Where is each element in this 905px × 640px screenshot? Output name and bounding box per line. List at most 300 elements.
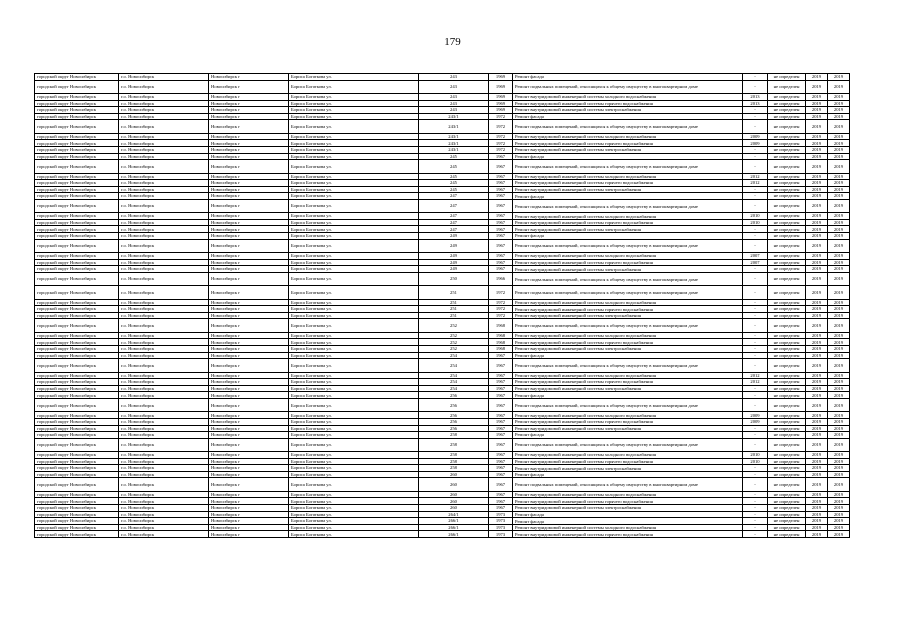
settlement-cell: г.о. Новосибирск — [119, 491, 209, 498]
plan-end-cell: 2019 — [828, 345, 850, 352]
house-number-cell: 252 — [419, 332, 489, 339]
build-year-cell: 1968 — [489, 332, 513, 339]
work-type-cell: Ремонт внутридомовой инженерной системы холодного водоснабжения — [513, 524, 743, 531]
street-cell: Бориса Богаткова ул. — [289, 219, 419, 226]
municipality-cell: городской округ Новосибирск — [35, 491, 119, 498]
table-row — [35, 93, 850, 100]
build-year-cell: 1967 — [489, 233, 513, 240]
settlement-cell: г.о. Новосибирск — [119, 226, 209, 233]
street-cell: Бориса Богаткова ул. — [289, 524, 419, 531]
city-cell: Новосибирск г — [209, 193, 289, 200]
municipality-cell: городской округ Новосибирск — [35, 412, 119, 419]
street-cell: Бориса Богаткова ул. — [289, 233, 419, 240]
municipality-cell: городской округ Новосибирск — [35, 266, 119, 273]
municipality-cell: городской округ Новосибирск — [35, 153, 119, 160]
house-number-cell: 258 — [419, 452, 489, 459]
city-cell: Новосибирск г — [209, 392, 289, 399]
municipality-cell: городской округ Новосибирск — [35, 471, 119, 478]
city-cell: Новосибирск г — [209, 113, 289, 120]
city-cell: Новосибирск г — [209, 133, 289, 140]
table-row — [35, 332, 850, 339]
table-row — [35, 518, 850, 525]
table-row — [35, 425, 850, 432]
plan-start-cell: 2019 — [806, 160, 828, 173]
house-number-cell: 243 — [419, 107, 489, 114]
house-number-cell: 260 — [419, 505, 489, 512]
last-repair-year-cell: 2009 — [743, 418, 768, 425]
plan-end-cell: 2019 — [828, 312, 850, 319]
cost-cell: не определен — [768, 299, 806, 306]
settlement-cell: г.о. Новосибирск — [119, 266, 209, 273]
build-year-cell: 1967 — [489, 173, 513, 180]
work-type-cell: Ремонт внутридомовой инженерной системы холодного водоснабжения — [513, 299, 743, 306]
city-cell: Новосибирск г — [209, 140, 289, 147]
work-type-cell: Ремонт внутридомовой инженерной системы горячего водоснабжения — [513, 531, 743, 538]
city-cell: Новосибирск г — [209, 74, 289, 81]
plan-end-cell: 2019 — [828, 113, 850, 120]
work-type-cell: Ремонт фасада — [513, 193, 743, 200]
table-row — [35, 146, 850, 153]
house-number-cell: 247 — [419, 193, 489, 200]
work-type-cell: Ремонт подвальных помещений, относящихся к общему имуществу в многоквартирном доме — [513, 438, 743, 451]
house-number-cell: 245 — [419, 160, 489, 173]
city-cell: Новосибирск г — [209, 160, 289, 173]
cost-cell: не определен — [768, 233, 806, 240]
house-number-cell: 249 — [419, 259, 489, 266]
plan-start-cell: 2019 — [806, 518, 828, 525]
plan-start-cell: 2019 — [806, 100, 828, 107]
settlement-cell: г.о. Новосибирск — [119, 213, 209, 220]
work-type-cell: Ремонт внутридомовой инженерной системы электроснабжения — [513, 385, 743, 392]
cost-cell: не определен — [768, 186, 806, 193]
table-row — [35, 312, 850, 319]
street-cell: Бориса Богаткова ул. — [289, 531, 419, 538]
house-number-cell: 260 — [419, 498, 489, 505]
last-repair-year-cell: 2010 — [743, 213, 768, 220]
cost-cell: не определен — [768, 160, 806, 173]
plan-end-cell: 2019 — [828, 100, 850, 107]
house-number-cell: 252 — [419, 345, 489, 352]
street-cell: Бориса Богаткова ул. — [289, 478, 419, 491]
municipality-cell: городской округ Новосибирск — [35, 505, 119, 512]
cost-cell: не определен — [768, 226, 806, 233]
plan-end-cell: 2019 — [828, 253, 850, 260]
house-number-cell: 254 — [419, 379, 489, 386]
last-repair-year-cell: 2010 — [743, 452, 768, 459]
house-number-cell: 251 — [419, 312, 489, 319]
plan-start-cell: 2019 — [806, 74, 828, 81]
table-row — [35, 100, 850, 107]
plan-end-cell: 2019 — [828, 491, 850, 498]
house-number-cell: 243/1 — [419, 146, 489, 153]
street-cell: Бориса Богаткова ул. — [289, 93, 419, 100]
work-type-cell: Ремонт внутридомовой инженерной системы горячего водоснабжения — [513, 498, 743, 505]
last-repair-year-cell: - — [743, 80, 768, 93]
municipality-cell: городской округ Новосибирск — [35, 312, 119, 319]
plan-end-cell: 2019 — [828, 332, 850, 339]
street-cell: Бориса Богаткова ул. — [289, 306, 419, 313]
plan-end-cell: 2019 — [828, 379, 850, 386]
plan-start-cell: 2019 — [806, 253, 828, 260]
municipality-cell: городской округ Новосибирск — [35, 372, 119, 379]
settlement-cell: г.о. Новосибирск — [119, 418, 209, 425]
street-cell: Бориса Богаткова ул. — [289, 412, 419, 419]
table-row — [35, 113, 850, 120]
last-repair-year-cell: - — [743, 478, 768, 491]
plan-end-cell: 2019 — [828, 160, 850, 173]
house-number-cell: 243 — [419, 93, 489, 100]
settlement-cell: г.о. Новосибирск — [119, 471, 209, 478]
settlement-cell: г.о. Новосибирск — [119, 199, 209, 212]
plan-end-cell: 2019 — [828, 226, 850, 233]
street-cell: Бориса Богаткова ул. — [289, 193, 419, 200]
city-cell: Новосибирск г — [209, 438, 289, 451]
settlement-cell: г.о. Новосибирск — [119, 253, 209, 260]
plan-start-cell: 2019 — [806, 392, 828, 399]
work-type-cell: Ремонт подвальных помещений, относящихся к общему имуществу в многоквартирном доме — [513, 160, 743, 173]
plan-start-cell: 2019 — [806, 372, 828, 379]
plan-end-cell: 2019 — [828, 153, 850, 160]
house-number-cell: 256 — [419, 425, 489, 432]
house-number-cell: 254 — [419, 352, 489, 359]
plan-end-cell: 2019 — [828, 418, 850, 425]
plan-start-cell: 2019 — [806, 233, 828, 240]
settlement-cell: г.о. Новосибирск — [119, 392, 209, 399]
city-cell: Новосибирск г — [209, 93, 289, 100]
table-row — [35, 379, 850, 386]
last-repair-year-cell: 2013 — [743, 100, 768, 107]
street-cell: Бориса Богаткова ул. — [289, 239, 419, 252]
municipality-cell: городской округ Новосибирск — [35, 286, 119, 299]
city-cell: Новосибирск г — [209, 286, 289, 299]
table-row — [35, 266, 850, 273]
settlement-cell: г.о. Новосибирск — [119, 465, 209, 472]
work-type-cell: Ремонт внутридомовой инженерной системы электроснабжения — [513, 465, 743, 472]
plan-start-cell: 2019 — [806, 458, 828, 465]
plan-end-cell: 2019 — [828, 199, 850, 212]
table-row — [35, 239, 850, 252]
city-cell: Новосибирск г — [209, 471, 289, 478]
house-number-cell: 258 — [419, 438, 489, 451]
last-repair-year-cell: - — [743, 432, 768, 439]
table-row — [35, 140, 850, 147]
cost-cell: не определен — [768, 140, 806, 147]
cost-cell: не определен — [768, 425, 806, 432]
plan-start-cell: 2019 — [806, 471, 828, 478]
house-number-cell: 258 — [419, 458, 489, 465]
house-number-cell: 243 — [419, 80, 489, 93]
plan-end-cell: 2019 — [828, 299, 850, 306]
house-number-cell: 247 — [419, 213, 489, 220]
settlement-cell: г.о. Новосибирск — [119, 524, 209, 531]
plan-end-cell: 2019 — [828, 505, 850, 512]
plan-end-cell: 2019 — [828, 432, 850, 439]
house-number-cell: 254 — [419, 385, 489, 392]
work-type-cell: Ремонт внутридомовой инженерной системы горячего водоснабжения — [513, 379, 743, 386]
street-cell: Бориса Богаткова ул. — [289, 379, 419, 386]
table-row — [35, 412, 850, 419]
municipality-cell: городской округ Новосибирск — [35, 133, 119, 140]
city-cell: Новосибирск г — [209, 465, 289, 472]
plan-end-cell: 2019 — [828, 498, 850, 505]
build-year-cell: 1967 — [489, 398, 513, 411]
plan-end-cell: 2019 — [828, 193, 850, 200]
city-cell: Новосибирск г — [209, 107, 289, 114]
work-type-cell: Ремонт внутридомовой инженерной системы холодного водоснабжения — [513, 452, 743, 459]
street-cell: Бориса Богаткова ул. — [289, 213, 419, 220]
table-row — [35, 74, 850, 81]
city-cell: Новосибирск г — [209, 299, 289, 306]
city-cell: Новосибирск г — [209, 100, 289, 107]
city-cell: Новосибирск г — [209, 226, 289, 233]
plan-end-cell: 2019 — [828, 385, 850, 392]
build-year-cell: 1967 — [489, 385, 513, 392]
city-cell: Новосибирск г — [209, 306, 289, 313]
plan-end-cell: 2019 — [828, 107, 850, 114]
municipality-cell: городской округ Новосибирск — [35, 93, 119, 100]
house-number-cell: 256 — [419, 418, 489, 425]
plan-end-cell: 2019 — [828, 186, 850, 193]
settlement-cell: г.о. Новосибирск — [119, 505, 209, 512]
work-type-cell: Ремонт внутридомовой инженерной системы горячего водоснабжения — [513, 458, 743, 465]
settlement-cell: г.о. Новосибирск — [119, 113, 209, 120]
municipality-cell: городской округ Новосибирск — [35, 345, 119, 352]
work-type-cell: Ремонт внутридомовой инженерной системы горячего водоснабжения — [513, 259, 743, 266]
cost-cell: не определен — [768, 385, 806, 392]
cost-cell: не определен — [768, 478, 806, 491]
plan-start-cell: 2019 — [806, 219, 828, 226]
last-repair-year-cell: - — [743, 226, 768, 233]
build-year-cell: 1972 — [489, 120, 513, 133]
cost-cell: не определен — [768, 524, 806, 531]
last-repair-year-cell: 2012 — [743, 379, 768, 386]
cost-cell: не определен — [768, 266, 806, 273]
street-cell: Бориса Богаткова ул. — [289, 511, 419, 518]
last-repair-year-cell: 2009 — [743, 412, 768, 419]
street-cell: Бориса Богаткова ул. — [289, 452, 419, 459]
table-row — [35, 359, 850, 372]
municipality-cell: городской округ Новосибирск — [35, 352, 119, 359]
plan-start-cell: 2019 — [806, 133, 828, 140]
settlement-cell: г.о. Новосибирск — [119, 319, 209, 332]
cost-cell: не определен — [768, 392, 806, 399]
city-cell: Новосибирск г — [209, 180, 289, 187]
last-repair-year-cell: - — [743, 146, 768, 153]
municipality-cell: городской округ Новосибирск — [35, 531, 119, 538]
cost-cell: не определен — [768, 339, 806, 346]
build-year-cell: 1967 — [489, 226, 513, 233]
municipality-cell: городской округ Новосибирск — [35, 233, 119, 240]
build-year-cell: 1967 — [489, 465, 513, 472]
municipality-cell: городской округ Новосибирск — [35, 385, 119, 392]
settlement-cell: г.о. Новосибирск — [119, 93, 209, 100]
street-cell: Бориса Богаткова ул. — [289, 186, 419, 193]
municipality-cell: городской округ Новосибирск — [35, 239, 119, 252]
table-row — [35, 233, 850, 240]
table-row — [35, 478, 850, 491]
plan-end-cell: 2019 — [828, 438, 850, 451]
house-number-cell: 245 — [419, 180, 489, 187]
table-row — [35, 372, 850, 379]
street-cell: Бориса Богаткова ул. — [289, 74, 419, 81]
municipality-cell: городской округ Новосибирск — [35, 160, 119, 173]
table-row — [35, 524, 850, 531]
work-type-cell: Ремонт внутридомовой инженерной системы холодного водоснабжения — [513, 133, 743, 140]
municipality-cell: городской округ Новосибирск — [35, 80, 119, 93]
settlement-cell: г.о. Новосибирск — [119, 379, 209, 386]
settlement-cell: г.о. Новосибирск — [119, 180, 209, 187]
street-cell: Бориса Богаткова ул. — [289, 113, 419, 120]
plan-end-cell: 2019 — [828, 180, 850, 187]
last-repair-year-cell: - — [743, 160, 768, 173]
house-number-cell: 247 — [419, 199, 489, 212]
house-number-cell: 247 — [419, 219, 489, 226]
street-cell: Бориса Богаткова ул. — [289, 505, 419, 512]
settlement-cell: г.о. Новосибирск — [119, 173, 209, 180]
street-cell: Бориса Богаткова ул. — [289, 372, 419, 379]
plan-start-cell: 2019 — [806, 266, 828, 273]
last-repair-year-cell: 2009 — [743, 140, 768, 147]
work-type-cell: Ремонт внутридомовой инженерной системы электроснабжения — [513, 107, 743, 114]
table-row — [35, 339, 850, 346]
build-year-cell: 1967 — [489, 478, 513, 491]
cost-cell: не определен — [768, 491, 806, 498]
cost-cell: не определен — [768, 465, 806, 472]
plan-end-cell: 2019 — [828, 518, 850, 525]
work-type-cell: Ремонт фасада — [513, 511, 743, 518]
city-cell: Новосибирск г — [209, 524, 289, 531]
build-year-cell: 1967 — [489, 199, 513, 212]
settlement-cell: г.о. Новосибирск — [119, 339, 209, 346]
plan-end-cell: 2019 — [828, 531, 850, 538]
last-repair-year-cell: 2007 — [743, 259, 768, 266]
last-repair-year-cell: - — [743, 398, 768, 411]
build-year-cell: 1967 — [489, 219, 513, 226]
cost-cell: не определен — [768, 74, 806, 81]
settlement-cell: г.о. Новосибирск — [119, 412, 209, 419]
cost-cell: не определен — [768, 146, 806, 153]
work-type-cell: Ремонт внутридомовой инженерной системы холодного водоснабжения — [513, 372, 743, 379]
cost-cell: не определен — [768, 319, 806, 332]
work-type-cell: Ремонт внутридомовой инженерной системы электроснабжения — [513, 505, 743, 512]
municipality-cell: городской округ Новосибирск — [35, 498, 119, 505]
build-year-cell: 1969 — [489, 74, 513, 81]
cost-cell: не определен — [768, 286, 806, 299]
work-type-cell: Ремонт внутридомовой инженерной системы холодного водоснабжения — [513, 332, 743, 339]
cost-cell: не определен — [768, 272, 806, 285]
house-number-cell: 264/1 — [419, 511, 489, 518]
last-repair-year-cell: - — [743, 266, 768, 273]
last-repair-year-cell: - — [743, 524, 768, 531]
street-cell: Бориса Богаткова ул. — [289, 332, 419, 339]
build-year-cell: 1969 — [489, 80, 513, 93]
last-repair-year-cell: - — [743, 286, 768, 299]
last-repair-year-cell: 2009 — [743, 133, 768, 140]
municipality-cell: городской округ Новосибирск — [35, 100, 119, 107]
municipality-cell: городской округ Новосибирск — [35, 332, 119, 339]
work-type-cell: Ремонт внутридомовой инженерной системы горячего водоснабжения — [513, 339, 743, 346]
work-type-cell: Ремонт подвальных помещений, относящихся к общему имуществу в многоквартирном доме — [513, 199, 743, 212]
house-number-cell: 260 — [419, 471, 489, 478]
plan-start-cell: 2019 — [806, 186, 828, 193]
plan-end-cell: 2019 — [828, 266, 850, 273]
work-type-cell: Ремонт внутридомовой инженерной системы электроснабжения — [513, 146, 743, 153]
plan-start-cell: 2019 — [806, 418, 828, 425]
build-year-cell: 1967 — [489, 412, 513, 419]
last-repair-year-cell: - — [743, 107, 768, 114]
house-number-cell: 256 — [419, 398, 489, 411]
settlement-cell: г.о. Новосибирск — [119, 398, 209, 411]
plan-start-cell: 2019 — [806, 452, 828, 459]
plan-start-cell: 2019 — [806, 432, 828, 439]
house-number-cell: 252 — [419, 319, 489, 332]
city-cell: Новосибирск г — [209, 239, 289, 252]
plan-start-cell: 2019 — [806, 93, 828, 100]
cost-cell: не определен — [768, 219, 806, 226]
street-cell: Бориса Богаткова ул. — [289, 518, 419, 525]
municipality-cell: городской округ Новосибирск — [35, 306, 119, 313]
municipality-cell: городской округ Новосибирск — [35, 199, 119, 212]
work-type-cell: Ремонт внутридомовой инженерной системы горячего водоснабжения — [513, 418, 743, 425]
municipality-cell: городской округ Новосибирск — [35, 339, 119, 346]
municipality-cell: городской округ Новосибирск — [35, 186, 119, 193]
cost-cell: не определен — [768, 432, 806, 439]
street-cell: Бориса Богаткова ул. — [289, 160, 419, 173]
street-cell: Бориса Богаткова ул. — [289, 133, 419, 140]
house-number-cell: 254 — [419, 359, 489, 372]
build-year-cell: 1972 — [489, 312, 513, 319]
work-type-cell: Ремонт подвальных помещений, относящихся к общему имуществу в многоквартирном доме — [513, 359, 743, 372]
settlement-cell: г.о. Новосибирск — [119, 372, 209, 379]
plan-end-cell: 2019 — [828, 120, 850, 133]
plan-end-cell: 2019 — [828, 511, 850, 518]
city-cell: Новосибирск г — [209, 233, 289, 240]
build-year-cell: 1973 — [489, 531, 513, 538]
last-repair-year-cell: 2010 — [743, 219, 768, 226]
municipality-cell: городской округ Новосибирск — [35, 478, 119, 491]
build-year-cell: 1967 — [489, 432, 513, 439]
cost-cell: не определен — [768, 193, 806, 200]
house-number-cell: 260 — [419, 491, 489, 498]
build-year-cell: 1973 — [489, 518, 513, 525]
municipality-cell: городской округ Новосибирск — [35, 193, 119, 200]
settlement-cell: г.о. Новосибирск — [119, 312, 209, 319]
municipality-cell: городской округ Новосибирск — [35, 253, 119, 260]
municipality-cell: городской округ Новосибирск — [35, 113, 119, 120]
plan-end-cell: 2019 — [828, 458, 850, 465]
build-year-cell: 1967 — [489, 491, 513, 498]
municipality-cell: городской округ Новосибирск — [35, 259, 119, 266]
last-repair-year-cell: - — [743, 199, 768, 212]
street-cell: Бориса Богаткова ул. — [289, 498, 419, 505]
municipality-cell: городской округ Новосибирск — [35, 518, 119, 525]
last-repair-year-cell: - — [743, 332, 768, 339]
work-type-cell: Ремонт подвальных помещений, относящихся к общему имуществу в многоквартирном доме — [513, 120, 743, 133]
plan-start-cell: 2019 — [806, 491, 828, 498]
plan-start-cell: 2019 — [806, 306, 828, 313]
city-cell: Новосибирск г — [209, 518, 289, 525]
municipality-cell: городской округ Новосибирск — [35, 213, 119, 220]
work-type-cell: Ремонт подвальных помещений, относящихся к общему имуществу в многоквартирном доме — [513, 319, 743, 332]
last-repair-year-cell: - — [743, 233, 768, 240]
settlement-cell: г.о. Новосибирск — [119, 299, 209, 306]
cost-cell: не определен — [768, 259, 806, 266]
cost-cell: не определен — [768, 213, 806, 220]
work-type-cell: Ремонт внутридомовой инженерной системы электроснабжения — [513, 345, 743, 352]
plan-start-cell: 2019 — [806, 511, 828, 518]
table-row — [35, 186, 850, 193]
last-repair-year-cell: 2013 — [743, 93, 768, 100]
